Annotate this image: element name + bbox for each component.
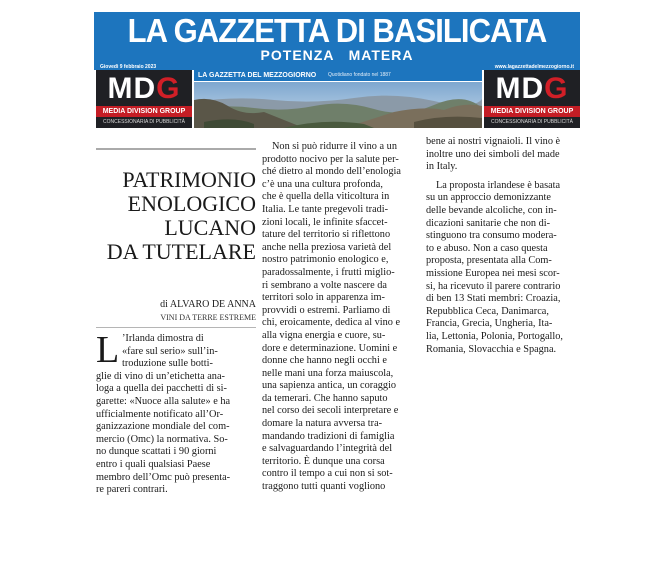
text-line: traggono tutti quanti vogliono bbox=[262, 481, 386, 493]
text-line: territori solo in apparenza im- bbox=[262, 292, 385, 304]
drop-cap: L bbox=[96, 329, 120, 371]
masthead bbox=[94, 12, 580, 70]
founded-note: Quotidiano fondato nel 1887 bbox=[328, 72, 391, 78]
text-line: re pareri contrari. bbox=[96, 484, 168, 496]
text-line: «fare sul serio» sull’in- bbox=[122, 345, 218, 357]
text-line: nostro patrimonio enologico e, bbox=[262, 254, 389, 266]
text-line: ganizzazione mondiale del com- bbox=[96, 421, 230, 433]
text-line: da temerari. Che hanno saputo bbox=[262, 392, 388, 404]
mezzogiorno-label: LA GAZZETTA DEL MEZZOGIORNO bbox=[198, 72, 317, 79]
byline-prefix: di bbox=[160, 299, 168, 310]
text-line: donne che hanno negli occhi e bbox=[262, 355, 387, 367]
landscape-photo bbox=[194, 82, 482, 128]
text-line: ’Irlanda dimostra di bbox=[122, 333, 204, 344]
text-line: mercio (Omc) la normativa. So- bbox=[96, 433, 228, 445]
mdg-tagline: CONCESSIONARIA DI PUBBLICITÀ bbox=[103, 119, 185, 125]
text-line: su un approccio demonizzante bbox=[426, 192, 551, 204]
text-line: dicazioni sanitarie che non di- bbox=[426, 217, 551, 229]
article-kicker: VINI DA TERRE ESTREME bbox=[160, 313, 256, 322]
mdg-ad-right bbox=[484, 70, 580, 128]
text-line: domare la natura avversa tra- bbox=[262, 418, 383, 430]
text-line: loga a quella dei pacchetti di si- bbox=[96, 383, 227, 395]
text-line: membro dell’Omc può presenta- bbox=[96, 471, 231, 483]
text-line: c’è una una cultura profonda, bbox=[262, 178, 383, 190]
edition-cities: POTENZA MATERA bbox=[260, 47, 414, 63]
text-line: ché dietro al mondo dell’enologia bbox=[262, 166, 401, 178]
text-line: inoltre uno dei simboli del made bbox=[426, 148, 560, 160]
text-line: to e abuso. Non a caso questa bbox=[426, 242, 548, 254]
text-line: garette: «Nuoce alla salute» e ha bbox=[96, 395, 231, 407]
text-line: bene ai nostri vignaioli. Il vino è bbox=[426, 136, 561, 147]
text-line: Repubblica Ceca, Danimarca, bbox=[426, 305, 549, 317]
text-line: contro il tempo a cui non si sot- bbox=[262, 468, 393, 480]
text-line: Romania, Slovacchia e Spagna. bbox=[426, 343, 557, 355]
text-line: zioni locali, le infinite sfaccet- bbox=[262, 216, 388, 228]
text-line: no dunque scattati i 90 giorni bbox=[96, 446, 217, 458]
text-line: una sapienza antica, un coraggio bbox=[262, 380, 397, 392]
text-line: stinguono tra consumo modera- bbox=[426, 230, 557, 242]
text-line: ufficialmente notificato all’Or- bbox=[96, 408, 224, 420]
headline-line: LUCANO bbox=[164, 215, 256, 240]
text-line: territorio. È dunque una corsa bbox=[262, 455, 385, 467]
newspaper-title: LA GAZZETTA DI BASILICATA bbox=[127, 12, 547, 49]
text-line: nelle mani una forza maiuscola, bbox=[262, 367, 394, 379]
text-line: che è quella della viticoltura in bbox=[262, 191, 390, 203]
mdg-tagline: CONCESSIONARIA DI PUBBLICITÀ bbox=[491, 119, 573, 125]
headline-line: ENOLOGICO bbox=[127, 191, 256, 216]
text-line: glie di vino di un’etichetta ana- bbox=[96, 370, 225, 382]
body-column-2 bbox=[262, 141, 420, 494]
headline-rule bbox=[96, 148, 256, 150]
mdg-ad-left bbox=[96, 70, 192, 128]
headline-line: PATRIMONIO bbox=[122, 167, 256, 192]
text-line: prodotto nocivo per la salute per- bbox=[262, 153, 399, 165]
text-line: Non si può ridurre il vino a un bbox=[272, 141, 397, 152]
body-column-1 bbox=[96, 329, 256, 497]
text-line: in Italy. bbox=[426, 161, 458, 173]
headline-line: DA TUTELARE bbox=[106, 239, 256, 264]
issue-date: Giovedì 9 febbraio 2023 bbox=[100, 64, 157, 70]
text-line: alla vigna energia e cuore, su- bbox=[262, 329, 386, 341]
mdg-logo: MDG bbox=[495, 72, 569, 105]
text-line: Francia, Grecia, Ungheria, Ita- bbox=[426, 318, 553, 330]
website-url: www.lagazzettadelmezzogiorno.it bbox=[494, 64, 574, 70]
text-line: provvidi o estremi. Parliamo di bbox=[262, 304, 391, 316]
text-line: dore e determinazione. Uomini e bbox=[262, 342, 398, 354]
mdg-name: MEDIA DIVISION GROUP bbox=[490, 108, 574, 115]
text-line: si, ha ricevuto il parere contrario bbox=[426, 280, 561, 292]
text-line: e salvaguardando l’integrità del bbox=[262, 443, 393, 455]
text-line: troduzione sulle botti- bbox=[122, 358, 213, 370]
text-line: delle bevande alcoliche, con in- bbox=[426, 204, 557, 216]
text-line: chi, eroicamente, dedica al vino e bbox=[262, 317, 401, 329]
text-line: proposta, presentata alla Com- bbox=[426, 255, 552, 267]
text-line: anche nella preziosa varietà del bbox=[262, 241, 392, 253]
mdg-name: MEDIA DIVISION GROUP bbox=[102, 108, 186, 115]
text-line: di ben 13 Stati membri: Croazia, bbox=[426, 293, 561, 305]
text-line: Italia. Le tante pregevoli tradi- bbox=[262, 203, 389, 215]
body-column-3 bbox=[426, 136, 582, 356]
text-line: ri sembrano a volte nascere da bbox=[262, 279, 387, 291]
mdg-logo: MDG bbox=[107, 72, 181, 105]
byline-rule bbox=[96, 327, 256, 328]
byline bbox=[96, 299, 256, 311]
text-line: tature del territorio si riflettono bbox=[262, 229, 391, 241]
text-line: mandando tradizioni di famiglia bbox=[262, 430, 395, 442]
text-line: La proposta irlandese è basata bbox=[436, 179, 561, 191]
author-name: ALVARO DE ANNA bbox=[169, 299, 256, 310]
text-line: entro i quali qualsiasi Paese bbox=[96, 458, 211, 470]
text-line: paradossalmente, i frutti miglio- bbox=[262, 266, 395, 278]
article-headline bbox=[96, 168, 256, 264]
text-line: missione Europea nei mesi scor- bbox=[426, 267, 560, 279]
text-line: lia, Lettonia, Polonia, Portogallo, bbox=[426, 330, 563, 342]
text-line: nel corso dei secoli interpretare e bbox=[262, 405, 399, 417]
